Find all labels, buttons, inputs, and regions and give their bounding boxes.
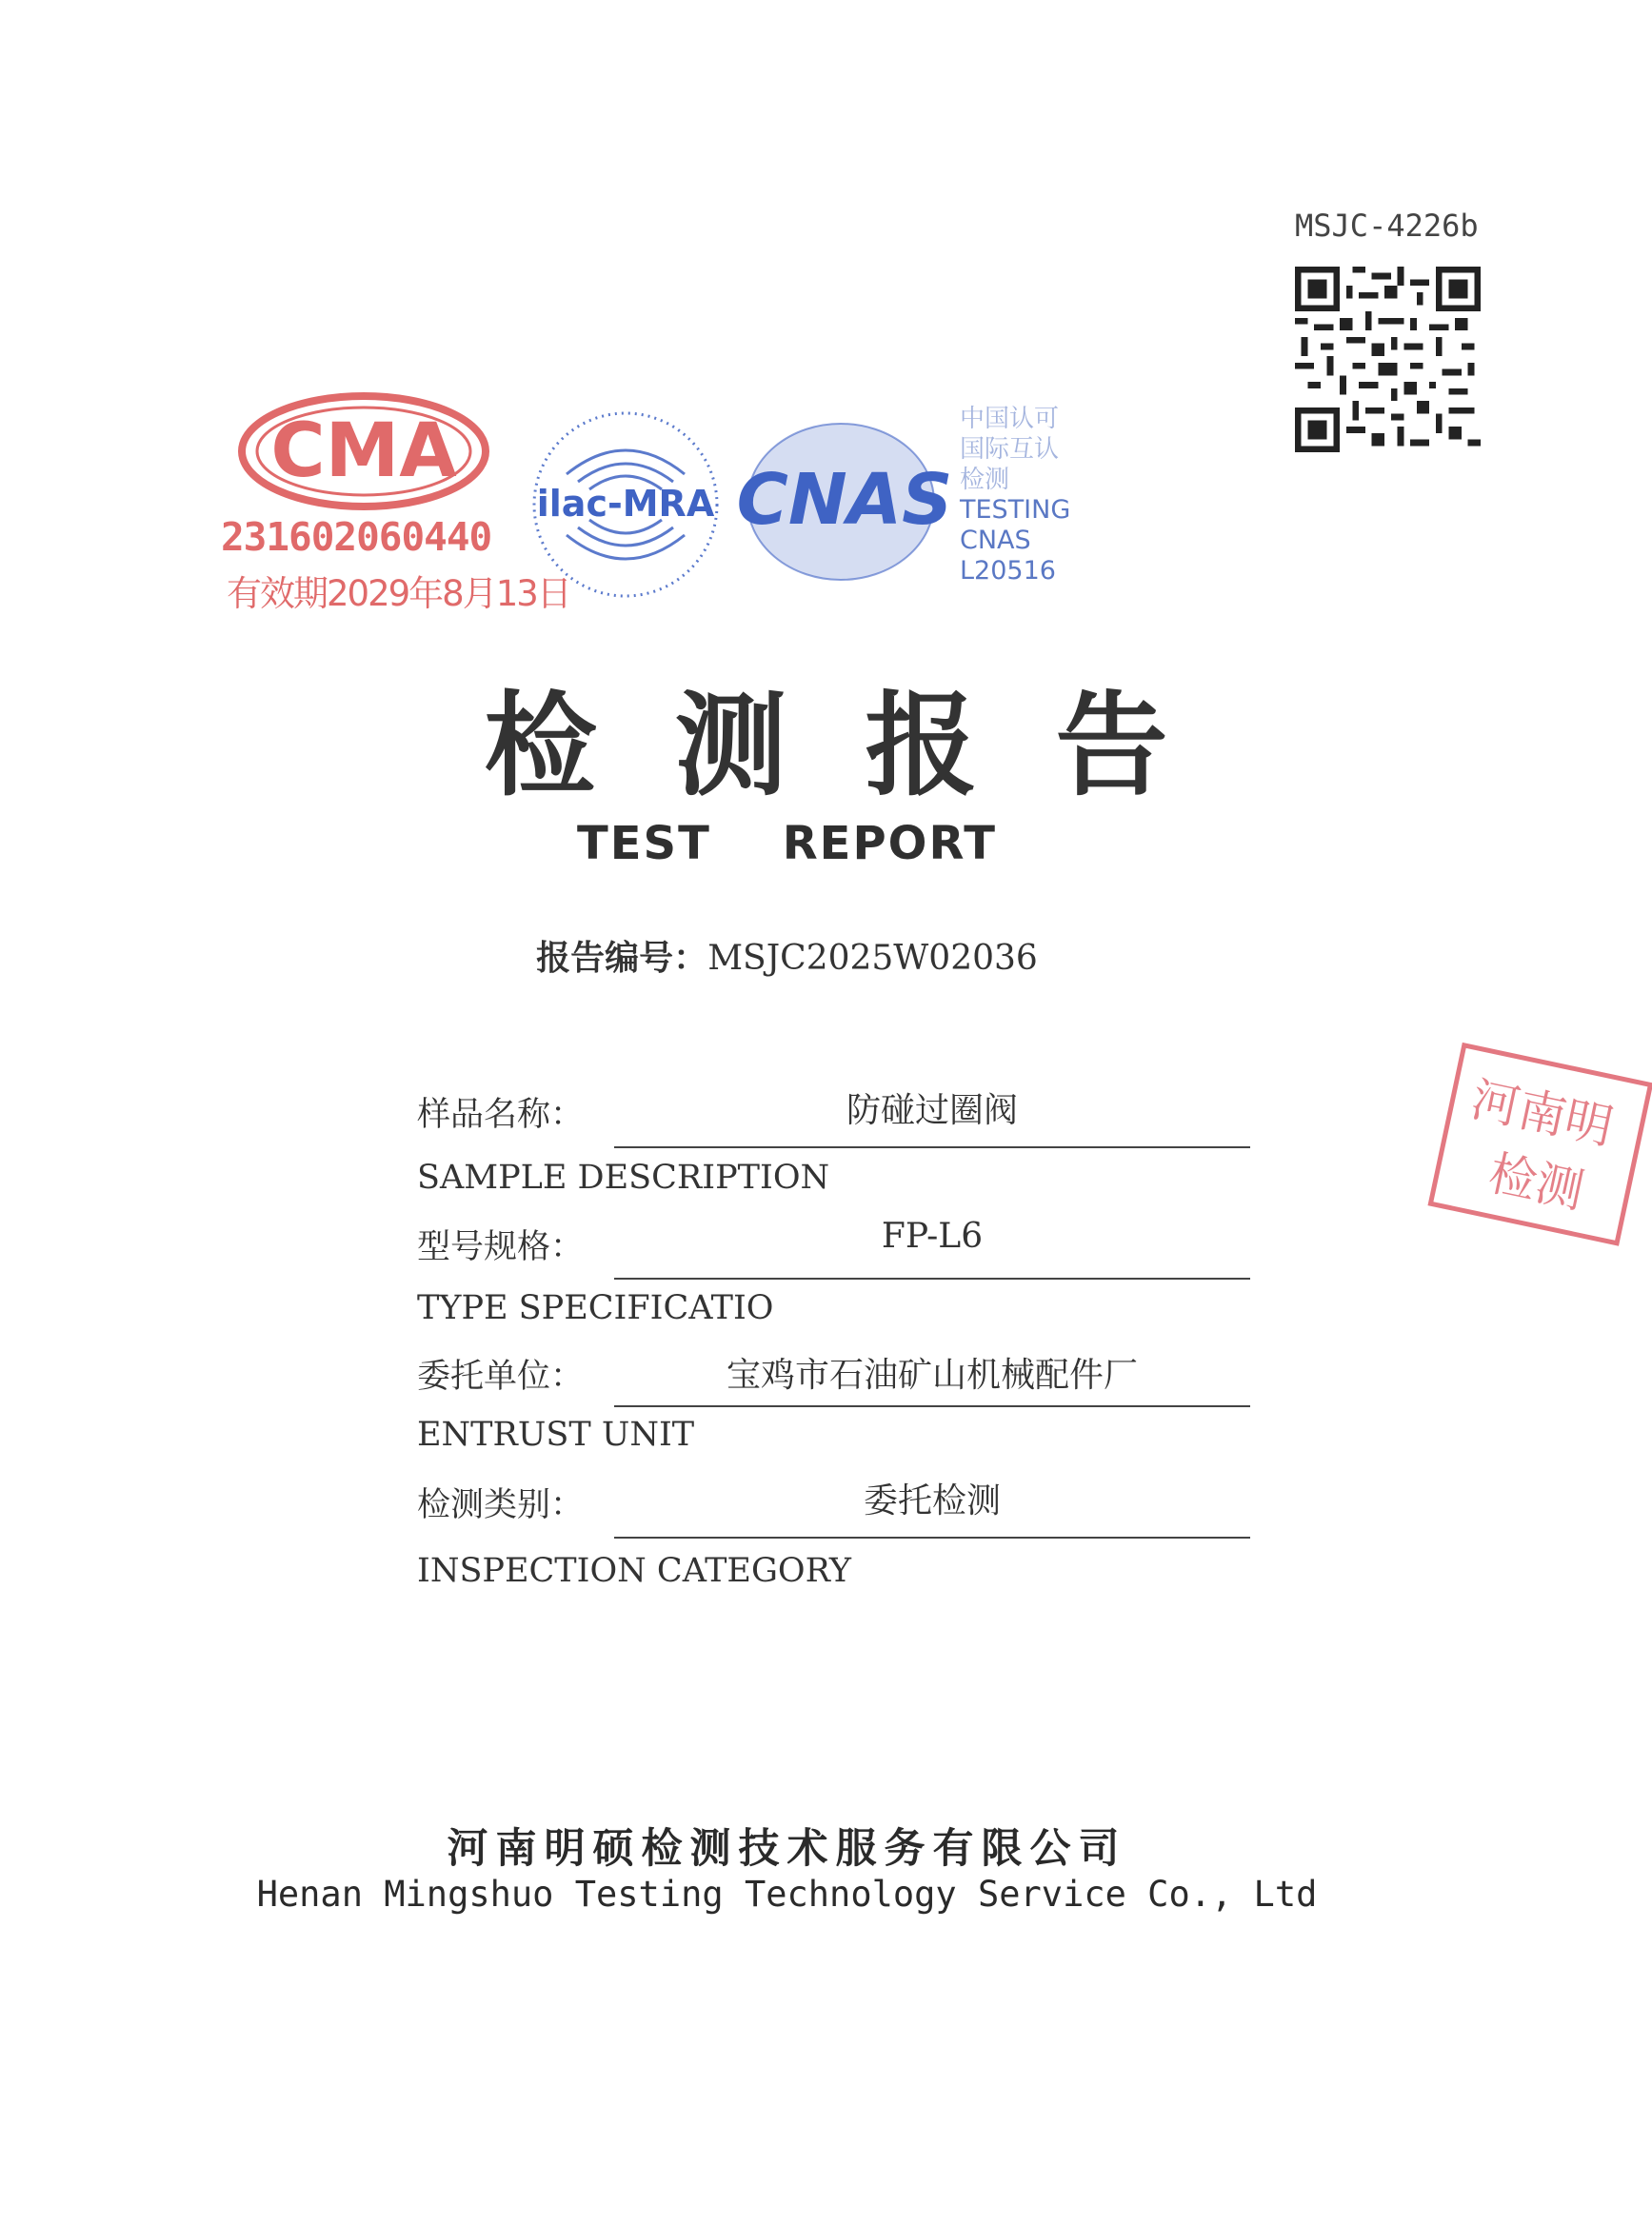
field-value-sample: 防碰过圈阀 <box>846 1091 1018 1130</box>
red-stamp-partial <box>1428 1038 1619 1242</box>
field-value-category: 委托检测 <box>863 1481 1001 1520</box>
field-label-sample: 样品名称： <box>417 1096 585 1134</box>
svg-text:ilac-MRA: ilac-MRA <box>536 483 715 525</box>
field-value-entrust: 宝鸡市石油矿山机械配件厂 <box>726 1356 1138 1395</box>
cnas-side-line: 国际互认 <box>960 435 1060 464</box>
svg-text:CMA: CMA <box>270 408 457 494</box>
cnas-side-text <box>960 404 1103 586</box>
cnas-side-line: 中国认可 <box>960 405 1060 433</box>
cma-number: 231602060440 <box>221 514 492 560</box>
document-code: MSJC-4226b <box>1295 208 1479 244</box>
company-name-english: Henan Mingshuo Testing Technology Service Co., Ltd <box>256 1874 1318 1915</box>
field-label-entrust-en: ENTRUST UNIT <box>417 1416 695 1454</box>
cnas-side-line: TESTING <box>960 495 1071 525</box>
field-label-entrust: 委托单位： <box>417 1358 585 1396</box>
title-chinese: 检测报告 <box>484 680 1246 811</box>
svg-text:河南明: 河南明 <box>1466 1071 1619 1156</box>
cnas-logo <box>728 411 962 592</box>
svg-text:检测: 检测 <box>1483 1145 1589 1220</box>
field-label-type-en: TYPE SPECIFICATIO <box>417 1289 774 1327</box>
field-label-category: 检测类别： <box>417 1486 585 1524</box>
field-underline <box>614 1278 1250 1280</box>
field-label-type: 型号规格： <box>417 1228 585 1266</box>
field-value-type: FP-L6 <box>881 1217 984 1256</box>
field-underline <box>614 1537 1250 1539</box>
field-label-sample-en: SAMPLE DESCRIPTION <box>417 1159 830 1197</box>
report-number-value: MSJC2025W02036 <box>707 939 1038 978</box>
report-number <box>0 931 1574 980</box>
svg-text:CNAS: CNAS <box>736 459 953 541</box>
cnas-side-line: CNAS L20516 <box>960 526 1056 586</box>
cma-validity: 有效期2029年8月13日 <box>227 573 570 614</box>
ilac-mra-logo <box>528 407 724 603</box>
company-name-chinese: 河南明硕检测技术服务有限公司 <box>447 1825 1127 1873</box>
qr-code-icon <box>1295 267 1481 452</box>
field-underline <box>614 1405 1250 1407</box>
report-number-label: 报告编号： <box>536 939 708 978</box>
title-english: TEST REPORT <box>577 817 997 870</box>
field-label-category-en: INSPECTION CATEGORY <box>417 1552 851 1590</box>
field-underline <box>614 1146 1250 1148</box>
cnas-side-line: 检测 <box>960 466 1010 494</box>
